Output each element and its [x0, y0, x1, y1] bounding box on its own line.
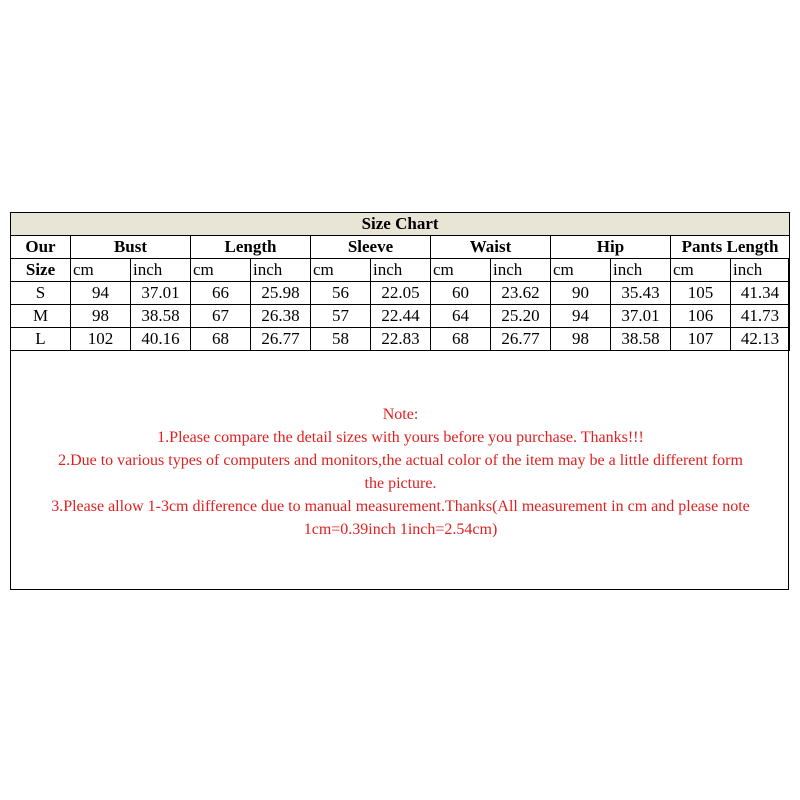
unit-header: cm: [311, 259, 371, 282]
table-cell: 26.77: [491, 328, 551, 351]
table-cell: 68: [191, 328, 251, 351]
table-cell: 22.44: [371, 305, 431, 328]
table-cell: 41.34: [731, 282, 790, 305]
note-line-2b: the picture.: [364, 475, 437, 492]
table-cell: 67: [191, 305, 251, 328]
table-cell: 106: [671, 305, 731, 328]
unit-header: inch: [731, 259, 790, 282]
size-chart: [10, 212, 789, 590]
unit-header: cm: [191, 259, 251, 282]
note-line-2a: 2.Due to various types of computers and monitors,the actual color of the item may be a little different form: [58, 452, 743, 469]
unit-header-row: [11, 259, 790, 282]
group-header: Length: [191, 236, 311, 259]
table-cell: 22.05: [371, 282, 431, 305]
table-cell: 26.77: [251, 328, 311, 351]
table-cell: 64: [431, 305, 491, 328]
table-cell: 35.43: [611, 282, 671, 305]
unit-header: inch: [371, 259, 431, 282]
title-row: [11, 213, 790, 236]
unit-header: inch: [131, 259, 191, 282]
size-header-our: Our: [11, 236, 71, 259]
size-table: [10, 212, 790, 351]
table-cell: 41.73: [731, 305, 790, 328]
table-cell: 56: [311, 282, 371, 305]
table-cell: 42.13: [731, 328, 790, 351]
table-cell: 37.01: [611, 305, 671, 328]
size-label: M: [11, 305, 71, 328]
unit-header: cm: [671, 259, 731, 282]
group-header: Sleeve: [311, 236, 431, 259]
group-header: Bust: [71, 236, 191, 259]
size-label: S: [11, 282, 71, 305]
table-cell: 98: [551, 328, 611, 351]
size-header-size: Size: [11, 259, 71, 282]
table-cell: 38.58: [611, 328, 671, 351]
group-header: Pants Length: [671, 236, 790, 259]
table-row: [11, 328, 790, 351]
table-cell: 90: [551, 282, 611, 305]
unit-header: inch: [251, 259, 311, 282]
size-label: L: [11, 328, 71, 351]
group-header: Waist: [431, 236, 551, 259]
table-row: [11, 282, 790, 305]
table-cell: 68: [431, 328, 491, 351]
table-cell: 102: [71, 328, 131, 351]
table-cell: 22.83: [371, 328, 431, 351]
unit-header: cm: [431, 259, 491, 282]
table-cell: 60: [431, 282, 491, 305]
table-cell: 25.20: [491, 305, 551, 328]
table-cell: 94: [71, 282, 131, 305]
table-cell: 58: [311, 328, 371, 351]
group-header: Hip: [551, 236, 671, 259]
note-line-1: 1.Please compare the detail sizes with yours before you purchase. Thanks!!!: [157, 429, 644, 446]
table-title: Size Chart: [11, 213, 790, 236]
table-cell: 23.62: [491, 282, 551, 305]
table-cell: 38.58: [131, 305, 191, 328]
table-cell: 66: [191, 282, 251, 305]
notes-block: [11, 403, 790, 541]
table-cell: 25.98: [251, 282, 311, 305]
table-cell: 40.16: [131, 328, 191, 351]
group-header-row: [11, 236, 790, 259]
unit-header: cm: [71, 259, 131, 282]
table-cell: 57: [311, 305, 371, 328]
table-cell: 94: [551, 305, 611, 328]
table-cell: 37.01: [131, 282, 191, 305]
unit-header: inch: [491, 259, 551, 282]
table-row: [11, 305, 790, 328]
table-cell: 26.38: [251, 305, 311, 328]
table-cell: 105: [671, 282, 731, 305]
note-line-3b: 1cm=0.39inch 1inch=2.54cm): [303, 521, 498, 538]
table-cell: 107: [671, 328, 731, 351]
unit-header: cm: [551, 259, 611, 282]
note-line-3a: 3.Please allow 1-3cm difference due to manual measurement.Thanks(All measurement in cm and please note: [51, 498, 750, 515]
unit-header: inch: [611, 259, 671, 282]
table-cell: 98: [71, 305, 131, 328]
note-heading: Note:: [382, 406, 419, 423]
